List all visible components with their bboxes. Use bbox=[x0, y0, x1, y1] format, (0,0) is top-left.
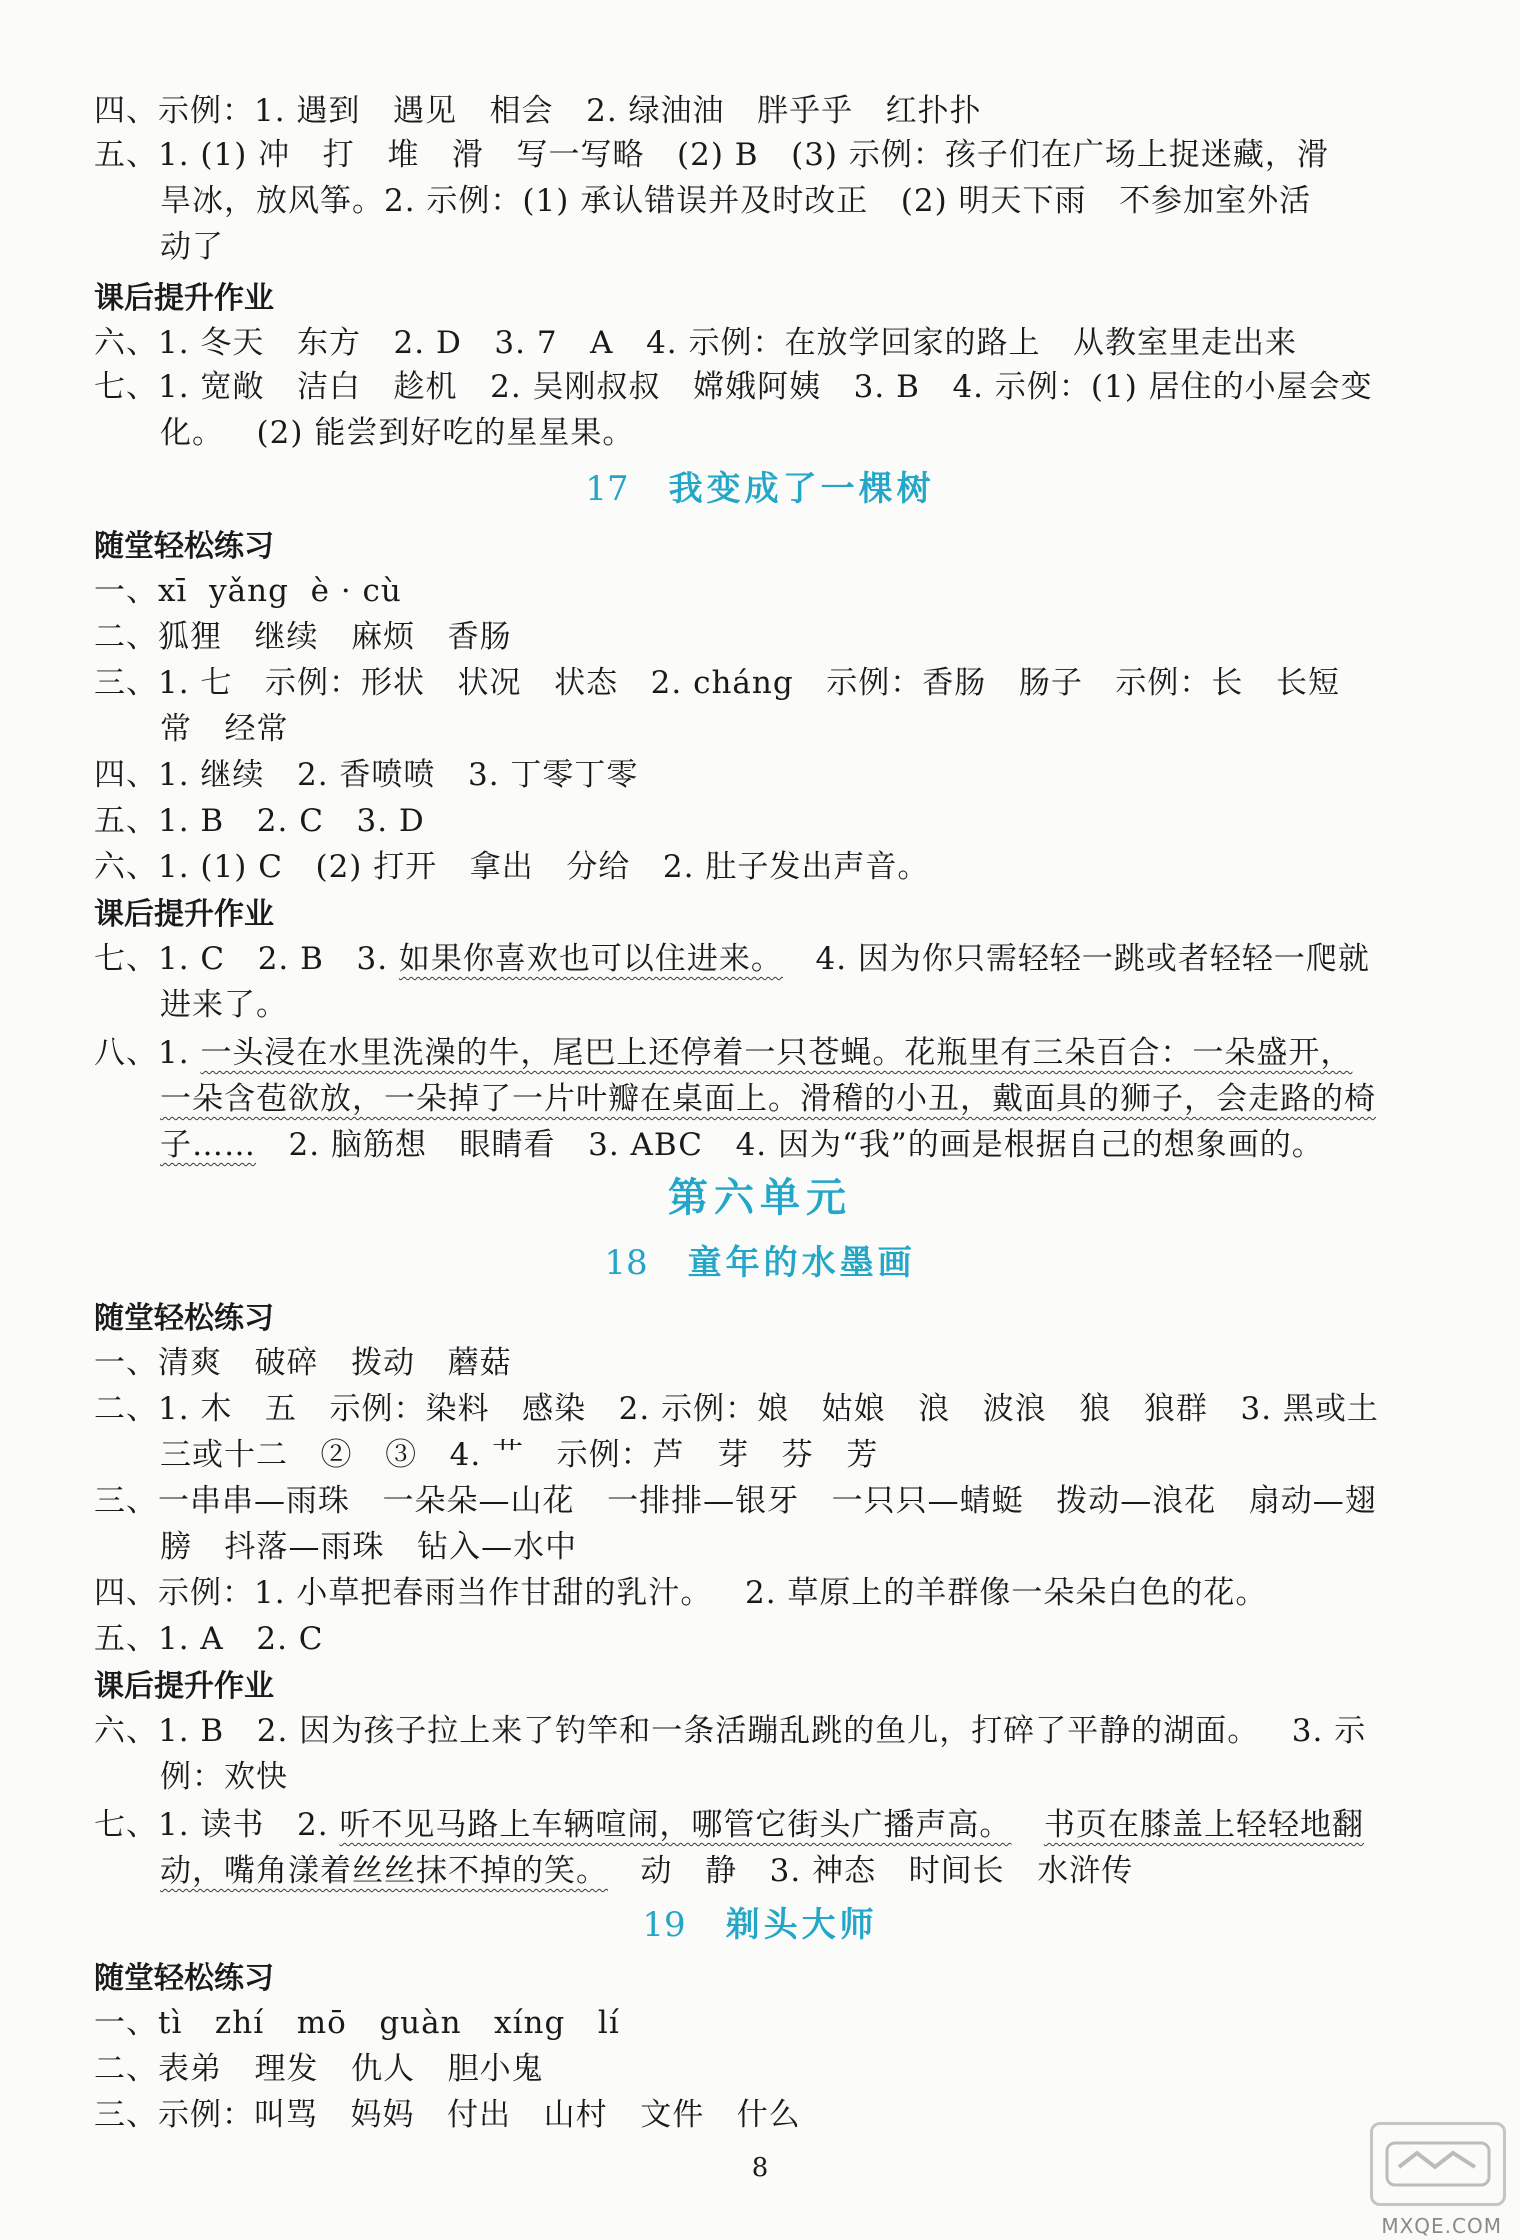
answer-line bbox=[0, 1122, 1520, 1168]
section-heading: 课后提升作业 bbox=[94, 1669, 274, 1704]
underlined-answer: 一头浸在水里洗澡的牛，尾巴上还停着一只苍蝇。花瓶里有三朵百合：一朵盛开， bbox=[200, 1035, 1353, 1071]
answer-line: 一、清爽 破碎 拨动 蘑菇 bbox=[94, 1345, 512, 1381]
answer-line: 二、表弟 理发 仇人 胆小鬼 bbox=[94, 2051, 544, 2087]
answer-line: 二、狐狸 继续 麻烦 香肠 bbox=[94, 619, 512, 655]
answer-text: 4. 因为你只需轻轻一跳或者轻轻一爬就 bbox=[782, 941, 1370, 977]
section-heading: 随堂轻松练习 bbox=[94, 529, 274, 564]
answer-line: 旱冰，放风筝。2. 示例：(1) 承认错误并及时改正 (2) 明天下雨 不参加室外活 bbox=[160, 183, 1312, 219]
answer-line: 例：欢快 bbox=[160, 1759, 288, 1795]
watermark-icon bbox=[1383, 2137, 1493, 2191]
answer-line: 五、1. (1) 冲 打 堆 滑 写一写略 (2) B (3) 示例：孩子们在广场上捉迷藏，滑 bbox=[94, 137, 1329, 173]
lesson-name: 剃头大师 bbox=[725, 1905, 878, 1945]
lesson-name: 我变成了一棵树 bbox=[668, 469, 935, 509]
lesson-number: 17 bbox=[585, 469, 629, 509]
answer-text: 动 静 3. 神态 时间长 水浒传 bbox=[608, 1853, 1134, 1889]
answer-text: 八、1. bbox=[94, 1035, 201, 1071]
answer-line bbox=[0, 1030, 1520, 1076]
watermark-site: MXQE.COM bbox=[1381, 2214, 1502, 2238]
answer-line: 五、1. A 2. C bbox=[94, 1621, 324, 1657]
answer-line bbox=[0, 1076, 1520, 1122]
lesson-number: 19 bbox=[642, 1905, 686, 1945]
lesson-number: 18 bbox=[604, 1243, 648, 1283]
answer-line: 六、1. (1) C (2) 打开 拿出 分给 2. 肚子发出声音。 bbox=[94, 849, 930, 885]
lesson-name: 童年的水墨画 bbox=[687, 1243, 916, 1283]
answer-text bbox=[1011, 1807, 1044, 1843]
underlined-answer: 子…… bbox=[160, 1127, 256, 1163]
answer-line: 五、1. B 2. C 3. D bbox=[94, 803, 425, 839]
answer-line: 三、示例：叫骂 妈妈 付出 山村 文件 什么 bbox=[94, 2097, 801, 2133]
underlined-answer: 一朵含苞欲放，一朵掉了一片叶瓣在桌面上。滑稽的小丑，戴面具的狮子，会走路的椅 bbox=[160, 1081, 1376, 1117]
answer-line: 二、1. 木 五 示例：染料 感染 2. 示例：娘 姑娘 浪 波浪 狼 狼群 3. 黑或土 bbox=[94, 1391, 1379, 1427]
underlined-answer: 书页在膝盖上轻轻地翻 bbox=[1044, 1807, 1364, 1843]
answer-line: 四、示例：1. 遇到 遇见 相会 2. 绿油油 胖乎乎 红扑扑 bbox=[94, 93, 982, 129]
answer-line: 进来了。 bbox=[160, 987, 288, 1023]
answer-line: 四、1. 继续 2. 香喷喷 3. 丁零丁零 bbox=[94, 757, 639, 793]
watermark-logo bbox=[1370, 2122, 1506, 2206]
underlined-answer: 如果你喜欢也可以住进来。 bbox=[398, 941, 783, 977]
answer-line: 一、tì zhí mō guàn xíng lí bbox=[94, 2005, 620, 2041]
answer-text: 2. 脑筋想 眼睛看 3. ABC 4. 因为“我”的画是根据自己的想象画的。 bbox=[256, 1127, 1324, 1163]
underlined-answer: 动，嘴角漾着丝丝抹不掉的笑。 bbox=[160, 1853, 608, 1889]
answer-line: 六、1. B 2. 因为孩子拉上来了钓竿和一条活蹦乱跳的鱼儿，打碎了平静的湖面。 3. 示 bbox=[94, 1713, 1367, 1749]
section-heading: 课后提升作业 bbox=[94, 897, 274, 932]
lesson-title bbox=[0, 1236, 1520, 1290]
answer-line bbox=[0, 1802, 1520, 1848]
answer-line: 三或十二 ② ③ 4. 艹 示例：芦 芽 芬 芳 bbox=[160, 1437, 879, 1473]
section-heading: 随堂轻松练习 bbox=[94, 1301, 274, 1336]
page-number: 8 bbox=[751, 2153, 769, 2183]
section-heading: 课后提升作业 bbox=[94, 281, 274, 316]
answer-line bbox=[0, 936, 1520, 982]
lesson-title bbox=[0, 1898, 1520, 1952]
answer-line: 膀 抖落—雨珠 钻入—水中 bbox=[160, 1529, 578, 1565]
section-heading: 随堂轻松练习 bbox=[94, 1961, 274, 1996]
answer-line bbox=[0, 1848, 1520, 1894]
unit-title: 第六单元 bbox=[668, 1175, 852, 1221]
answer-line: 四、示例：1. 小草把春雨当作甘甜的乳汁。 2. 草原上的羊群像一朵朵白色的花。 bbox=[94, 1575, 1268, 1611]
answer-line: 一、xī yǎng è · cù bbox=[94, 573, 402, 609]
answer-text: 七、1. C 2. B 3. bbox=[94, 941, 399, 977]
answer-line: 六、1. 冬天 东方 2. D 3. 7 A 4. 示例：在放学回家的路上 从教室里走出来 bbox=[94, 325, 1298, 361]
answer-line: 三、1. 七 示例：形状 状况 状态 2. cháng 示例：香肠 肠子 示例：长 长短 bbox=[94, 665, 1340, 701]
underlined-answer: 听不见马路上车辆喧闹，哪管它街头广播声高。 bbox=[339, 1807, 1012, 1843]
answer-line: 化。 (2) 能尝到好吃的星星果。 bbox=[160, 415, 635, 451]
answer-text: 七、1. 读书 2. bbox=[94, 1807, 340, 1843]
answer-line: 动了 bbox=[160, 229, 224, 265]
answer-line: 常 经常 bbox=[160, 711, 289, 747]
answer-line: 三、一串串—雨珠 一朵朵—山花 一排排—银牙 一只只—蜻蜓 拨动—浪花 扇动—翅 bbox=[94, 1483, 1377, 1519]
lesson-title bbox=[0, 462, 1520, 516]
answer-line: 七、1. 宽敞 洁白 趁机 2. 吴刚叔叔 嫦娥阿姨 3. B 4. 示例：(1) 居住的小屋会变 bbox=[94, 369, 1373, 405]
